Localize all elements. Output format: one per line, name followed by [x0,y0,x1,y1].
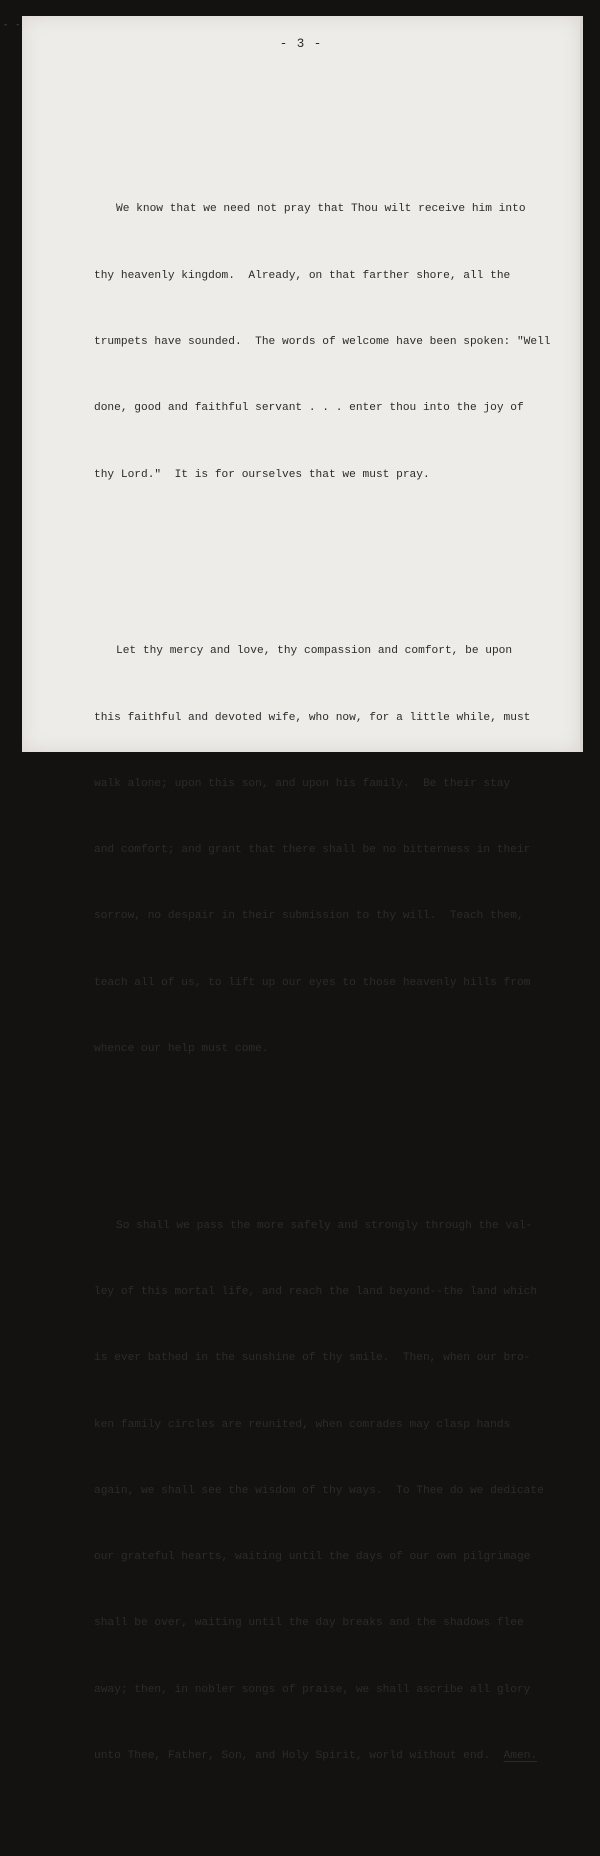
text-line: shall be over, waiting until the day breaks and the shadows flee [94,1617,524,1630]
text-line: our grateful hearts, waiting until the days of our own pilgrimage [94,1551,531,1564]
text-line: sorrow, no despair in their submission to thy will. Teach them, [94,910,524,923]
text-line: unto Thee, Father, Son, and Holy Spirit, world without end. Amen. [94,1750,538,1763]
text-line: We know that we need not pray that Thou wilt receive him into [116,203,526,216]
text-line: thy heavenly kingdom. Already, on that farther shore, all the [94,269,511,282]
text-line: and comfort; and grant that there shall be no bitterness in their [94,844,531,857]
text-line: away; then, in nobler songs of praise, we shall ascribe all glory [94,1683,531,1696]
text-line: whence our help must come. [94,1043,269,1056]
body-text [94,88,564,1856]
text-line: thy Lord." It is for ourselves that we must pray. [94,468,430,481]
paragraph-3 [94,1171,564,1812]
page-number: - 3 - [279,37,323,51]
text-line: ley of this mortal life, and reach the land beyond--the land which [94,1286,538,1299]
text-line: walk alone; upon this son, and upon his family. Be their stay [94,777,511,790]
text-line: trumpets have sounded. The words of welcome have been spoken: "Well [94,336,551,349]
amen-closing: Amen. [503,1750,538,1763]
text-line: Let thy mercy and love, thy compassion and comfort, be upon [116,645,513,658]
text-line: ken family circles are reunited, when comrades may clasp hands [94,1418,511,1431]
text-line: So shall we pass the more safely and strongly through the val- [116,1219,533,1232]
paragraph-1 [94,154,564,530]
typewritten-page [22,16,583,1763]
text-line: done, good and faithful servant . . . enter thou into the joy of [94,402,524,415]
margin-marks: - - [4,20,23,30]
text-line: is ever bathed in the sunshine of thy smile. Then, when our bro- [94,1352,531,1365]
text-line: teach all of us, to lift up our eyes to those heavenly hills from [94,976,531,989]
text-line: this faithful and devoted wife, who now, for a little while, must [94,711,531,724]
paragraph-2 [94,596,564,1104]
text-line: again, we shall see the wisdom of thy ways. To Thee do we dedicate [94,1484,544,1497]
